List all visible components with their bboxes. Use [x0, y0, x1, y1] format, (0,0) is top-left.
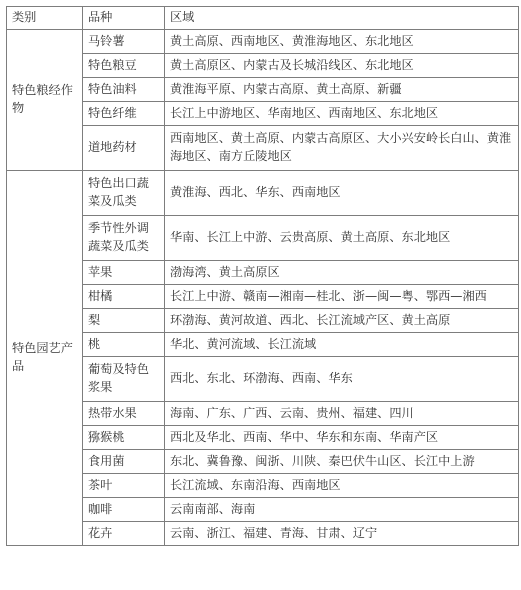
header-category: 类别 — [7, 7, 83, 30]
table-row — [7, 498, 519, 522]
variety-cell: 桃 — [83, 333, 165, 357]
header-variety: 品种 — [83, 7, 165, 30]
table-row — [7, 78, 519, 102]
region-table — [6, 6, 519, 546]
region-cell: 黄淮海、西北、华东、西南地区 — [165, 171, 519, 216]
region-cell: 西北、东北、环渤海、西南、华东 — [165, 357, 519, 402]
header-region: 区域 — [165, 7, 519, 30]
table-row — [7, 171, 519, 216]
region-cell: 云南、浙江、福建、青海、甘肃、辽宁 — [165, 522, 519, 546]
region-cell: 西北及华北、西南、华中、华东和东南、华南产区 — [165, 426, 519, 450]
table-row — [7, 357, 519, 402]
region-cell: 西南地区、黄土高原、内蒙古高原区、大小兴安岭长白山、黄淮海地区、南方丘陵地区 — [165, 126, 519, 171]
region-cell: 渤海湾、黄土高原区 — [165, 261, 519, 285]
category-cell: 特色园艺产品 — [7, 171, 83, 546]
table-row — [7, 402, 519, 426]
region-cell: 东北、冀鲁豫、闽浙、川陕、秦巴伏牛山区、长江中上游 — [165, 450, 519, 474]
variety-cell: 特色出口蔬菜及瓜类 — [83, 171, 165, 216]
table-row — [7, 54, 519, 78]
variety-cell: 特色油料 — [83, 78, 165, 102]
table-row — [7, 216, 519, 261]
table-header — [7, 7, 519, 30]
region-cell: 黄土高原区、内蒙古及长城沿线区、东北地区 — [165, 54, 519, 78]
table-row — [7, 30, 519, 54]
region-cell: 华南、长江上中游、云贵高原、黄土高原、东北地区 — [165, 216, 519, 261]
table-row — [7, 309, 519, 333]
region-cell: 长江流域、东南沿海、西南地区 — [165, 474, 519, 498]
variety-cell: 马铃薯 — [83, 30, 165, 54]
variety-cell: 葡萄及特色浆果 — [83, 357, 165, 402]
variety-cell: 特色粮豆 — [83, 54, 165, 78]
variety-cell: 食用菌 — [83, 450, 165, 474]
variety-cell: 茶叶 — [83, 474, 165, 498]
variety-cell: 柑橘 — [83, 285, 165, 309]
table-row — [7, 102, 519, 126]
table-row — [7, 285, 519, 309]
table-row — [7, 474, 519, 498]
variety-cell: 苹果 — [83, 261, 165, 285]
variety-cell: 特色纤维 — [83, 102, 165, 126]
region-cell: 黄土高原、西南地区、黄淮海地区、东北地区 — [165, 30, 519, 54]
region-cell: 海南、广东、广西、云南、贵州、福建、四川 — [165, 402, 519, 426]
region-cell: 华北、黄河流域、长江流域 — [165, 333, 519, 357]
region-cell: 长江上中游地区、华南地区、西南地区、东北地区 — [165, 102, 519, 126]
region-cell: 黄淮海平原、内蒙古高原、黄土高原、新疆 — [165, 78, 519, 102]
header-row — [7, 7, 519, 30]
table-row — [7, 261, 519, 285]
region-cell: 长江上中游、赣南—湘南—桂北、浙—闽—粤、鄂西—湘西 — [165, 285, 519, 309]
region-cell: 云南南部、海南 — [165, 498, 519, 522]
category-cell: 特色粮经作物 — [7, 30, 83, 171]
table-row — [7, 426, 519, 450]
table-row — [7, 522, 519, 546]
table-row — [7, 126, 519, 171]
variety-cell: 花卉 — [83, 522, 165, 546]
variety-cell: 咖啡 — [83, 498, 165, 522]
table-body — [7, 30, 519, 546]
variety-cell: 季节性外调蔬菜及瓜类 — [83, 216, 165, 261]
variety-cell: 道地药材 — [83, 126, 165, 171]
variety-cell: 梨 — [83, 309, 165, 333]
variety-cell: 猕猴桃 — [83, 426, 165, 450]
table-row — [7, 450, 519, 474]
variety-cell: 热带水果 — [83, 402, 165, 426]
region-cell: 环渤海、黄河故道、西北、长江流域产区、黄土高原 — [165, 309, 519, 333]
table-row — [7, 333, 519, 357]
